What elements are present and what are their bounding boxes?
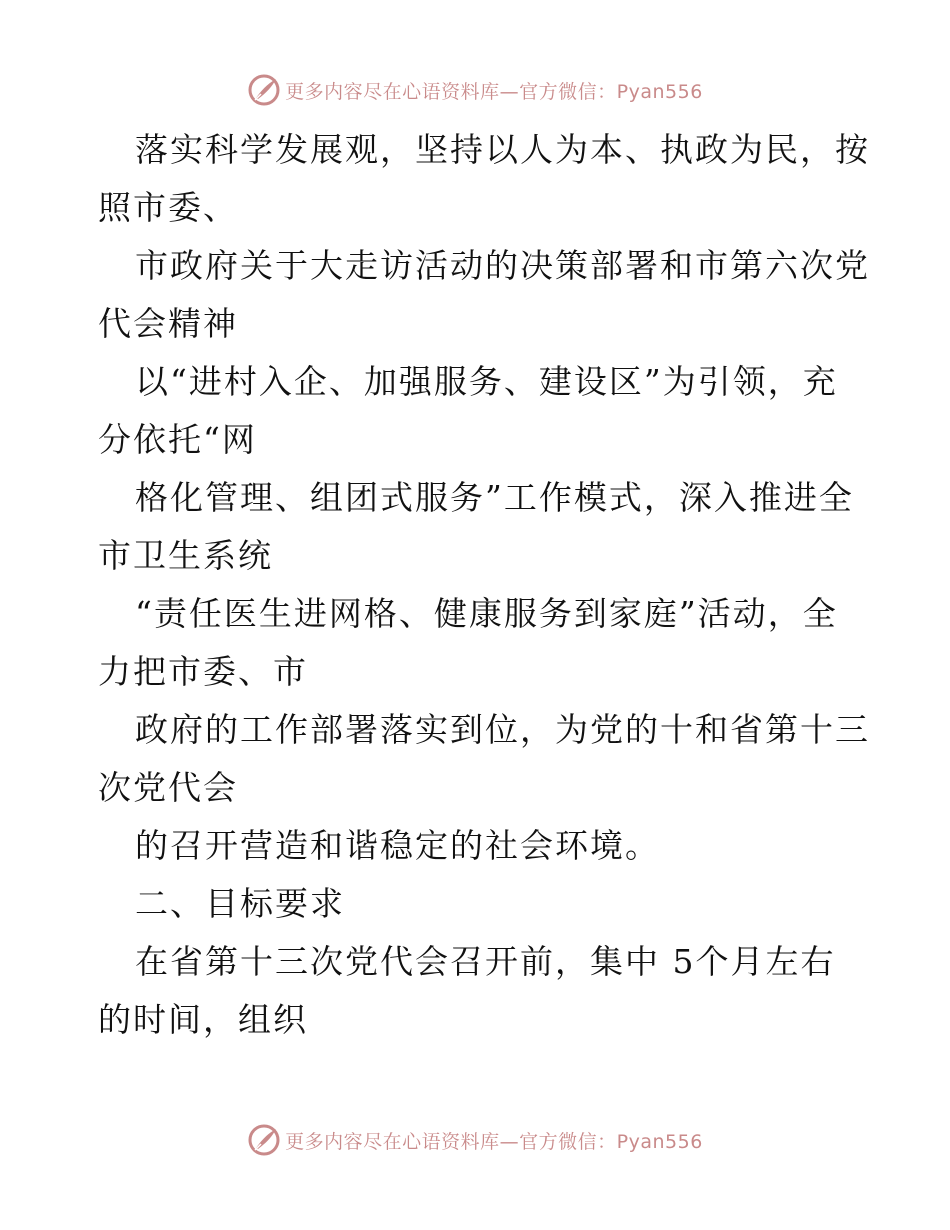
paragraph-line: 的召开营造和谐稳定的社会环境。 [135, 826, 660, 865]
paragraph-line: 落实科学发展观，坚持以人为本、执政为民，按 [135, 130, 870, 169]
header-watermark [0, 70, 950, 110]
section-heading: 二、目标要求 [135, 884, 345, 923]
paragraph-line: 分依托“网 [98, 420, 257, 459]
paragraph-line: 次党代会 [98, 768, 238, 807]
paragraph-line: 在省第十三次党代会召开前，集中 5个月左右 [135, 942, 836, 981]
paragraph-line: 以“进村入企、加强服务、建设区”为引领，充 [135, 362, 838, 401]
paragraph-line: 政府的工作部署落实到位，为党的十和省第十三 [135, 710, 870, 749]
footer-watermark [0, 1120, 950, 1160]
document-body [98, 121, 870, 1049]
feather-pen-logo-icon [247, 1123, 281, 1157]
paragraph-line: 照市委、 [98, 188, 238, 227]
paragraph-line: 市政府关于大走访活动的决策部署和市第六次党 [135, 246, 870, 285]
paragraph-line: 力把市委、市 [98, 652, 308, 691]
paragraph-line: 代会精神 [98, 304, 238, 343]
watermark-text: 更多内容尽在心语资料库—官方微信：Pyan556 [285, 1130, 703, 1153]
feather-pen-logo-icon [247, 73, 281, 107]
watermark-text: 更多内容尽在心语资料库—官方微信：Pyan556 [285, 80, 703, 103]
paragraph-line: “责任医生进网格、健康服务到家庭”活动，全 [135, 594, 838, 633]
paragraph-line: 市卫生系统 [98, 536, 273, 575]
paragraph-line: 格化管理、组团式服务”工作模式，深入推进全 [135, 478, 854, 517]
paragraph-line: 的时间，组织 [98, 1000, 308, 1039]
